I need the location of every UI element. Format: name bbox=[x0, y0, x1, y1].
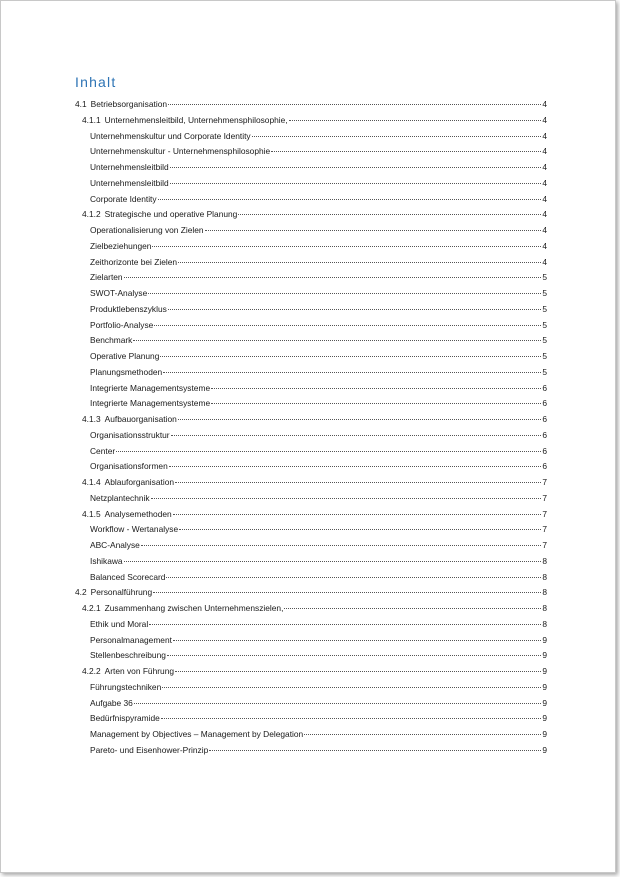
toc-dot-leader bbox=[169, 466, 542, 467]
toc-dot-leader bbox=[205, 230, 542, 231]
toc-page-number: 4 bbox=[542, 130, 547, 141]
toc-dot-leader bbox=[289, 120, 542, 121]
toc-entry-text: Zeithorizonte bei Zielen bbox=[90, 256, 178, 267]
toc-entry[interactable] bbox=[75, 333, 547, 349]
toc-entry-text: Aufbauorganisation bbox=[104, 414, 177, 424]
toc-entry-text: Zusammenhang zwischen Unternehmenszielen, bbox=[104, 603, 284, 613]
toc-entry-text: Führungstechniken bbox=[90, 681, 162, 692]
toc-dot-leader bbox=[163, 372, 541, 373]
toc-page-number: 7 bbox=[542, 477, 547, 487]
toc-page-number: 4 bbox=[542, 114, 547, 125]
toc-page-number: 9 bbox=[542, 697, 547, 708]
toc-entry-text: Arten von Führung bbox=[104, 666, 175, 676]
toc-dot-leader bbox=[152, 246, 541, 247]
toc-dot-leader bbox=[154, 325, 541, 326]
toc-page-number: 8 bbox=[542, 571, 547, 582]
toc-page-number: 4 bbox=[542, 177, 547, 188]
toc-entry[interactable] bbox=[75, 522, 547, 538]
table-of-contents bbox=[75, 97, 547, 759]
toc-entry[interactable] bbox=[75, 711, 547, 727]
toc-page-number: 6 bbox=[542, 382, 547, 393]
toc-dot-leader bbox=[304, 734, 541, 735]
toc-entry[interactable] bbox=[75, 160, 547, 176]
toc-entry[interactable] bbox=[75, 176, 547, 192]
toc-entry[interactable] bbox=[75, 286, 547, 302]
toc-dot-leader bbox=[178, 262, 541, 263]
toc-entry[interactable] bbox=[75, 570, 547, 586]
toc-entry[interactable] bbox=[75, 633, 547, 649]
toc-entry-text: Ethik und Moral bbox=[90, 618, 149, 629]
toc-entry-number: 4.2.1 bbox=[82, 603, 101, 613]
toc-entry[interactable] bbox=[75, 223, 547, 239]
toc-entry-text: Stellenbeschreibung bbox=[90, 650, 166, 661]
toc-entry[interactable] bbox=[75, 270, 547, 286]
toc-entry[interactable] bbox=[75, 381, 547, 397]
toc-page-number: 8 bbox=[542, 618, 547, 629]
toc-entry[interactable] bbox=[75, 696, 547, 712]
toc-entry[interactable] bbox=[75, 680, 547, 696]
toc-page-number: 4 bbox=[542, 146, 547, 157]
toc-entry[interactable] bbox=[75, 129, 547, 145]
toc-page-number: 7 bbox=[542, 524, 547, 535]
toc-entry-number: 4.1.3 bbox=[82, 414, 101, 424]
toc-entry-number: 4.2 bbox=[75, 587, 87, 598]
toc-page-number: 8 bbox=[542, 587, 547, 598]
toc-entry-number: 4.1.2 bbox=[82, 209, 101, 220]
toc-page-number: 9 bbox=[542, 729, 547, 739]
toc-dot-leader bbox=[168, 104, 541, 105]
toc-entry[interactable] bbox=[75, 412, 547, 428]
toc-dot-leader bbox=[153, 592, 541, 593]
toc-dot-leader bbox=[170, 167, 542, 168]
toc-entry-text: Portfolio-Analyse bbox=[90, 319, 154, 330]
toc-page-number: 5 bbox=[542, 272, 547, 283]
toc-entry-text: Strategische und operative Planung bbox=[104, 209, 238, 220]
toc-entry-text: Integrierte Managementsysteme bbox=[90, 382, 211, 393]
toc-dot-leader bbox=[179, 529, 541, 530]
toc-page-number: 6 bbox=[542, 429, 547, 440]
toc-dot-leader bbox=[124, 277, 542, 278]
toc-entry[interactable] bbox=[75, 239, 547, 255]
toc-page-number: 7 bbox=[542, 508, 547, 519]
toc-dot-leader bbox=[141, 545, 542, 546]
toc-entry-text: Personalführung bbox=[90, 587, 153, 598]
toc-dot-leader bbox=[133, 340, 541, 341]
toc-dot-leader bbox=[162, 687, 541, 688]
toc-entry[interactable] bbox=[75, 743, 547, 759]
toc-entry-text: Pareto- und Eisenhower-Prinzip bbox=[90, 744, 209, 755]
toc-entry[interactable] bbox=[75, 318, 547, 334]
toc-entry[interactable] bbox=[75, 192, 547, 208]
toc-entry-text: Netzplantechnik bbox=[90, 492, 150, 503]
toc-page-number: 9 bbox=[542, 634, 547, 645]
toc-entry[interactable] bbox=[75, 113, 547, 129]
toc-page-number: 4 bbox=[542, 256, 547, 267]
toc-page-number: 5 bbox=[542, 335, 547, 346]
toc-entry-text: Unternehmenskultur und Corporate Identity bbox=[90, 130, 251, 141]
toc-dot-leader bbox=[158, 199, 542, 200]
toc-page-number: 9 bbox=[542, 650, 547, 661]
toc-page-number: 9 bbox=[542, 713, 547, 724]
toc-entry-number: 4.2.2 bbox=[82, 666, 101, 676]
toc-entry-text: Unternehmensleitbild bbox=[90, 177, 169, 188]
toc-entry[interactable] bbox=[75, 507, 547, 523]
toc-entry-text: Corporate Identity bbox=[90, 193, 157, 204]
toc-entry[interactable] bbox=[75, 207, 547, 223]
toc-entry[interactable] bbox=[75, 349, 547, 365]
toc-page-number: 4 bbox=[542, 240, 547, 251]
toc-dot-leader bbox=[148, 293, 541, 294]
toc-page-number: 4 bbox=[542, 193, 547, 204]
toc-entry[interactable] bbox=[75, 648, 547, 664]
toc-entry[interactable] bbox=[75, 428, 547, 444]
toc-title: Inhalt bbox=[75, 74, 117, 90]
toc-entry-text: Aufgabe 36 bbox=[90, 697, 133, 708]
toc-entry-text: Betriebsorganisation bbox=[90, 99, 168, 109]
toc-dot-leader bbox=[175, 482, 541, 483]
toc-entry-text: Unternehmensleitbild, Unternehmensphilosophie, bbox=[104, 114, 288, 125]
toc-entry[interactable] bbox=[75, 302, 547, 318]
toc-entry[interactable] bbox=[75, 396, 547, 412]
toc-dot-leader bbox=[238, 214, 541, 215]
toc-entry[interactable] bbox=[75, 491, 547, 507]
toc-entry[interactable] bbox=[75, 144, 547, 160]
toc-dot-leader bbox=[170, 183, 542, 184]
toc-entry-text: Center bbox=[90, 445, 116, 456]
toc-page-number: 9 bbox=[542, 666, 547, 676]
toc-page-number: 8 bbox=[542, 555, 547, 566]
toc-page-number: 4 bbox=[542, 225, 547, 235]
toc-entry-text: Organisationsstruktur bbox=[90, 429, 170, 440]
toc-page-number: 4 bbox=[542, 99, 547, 109]
toc-dot-leader bbox=[284, 608, 541, 609]
toc-dot-leader bbox=[166, 577, 541, 578]
toc-dot-leader bbox=[171, 435, 542, 436]
toc-page-number: 4 bbox=[542, 209, 547, 220]
toc-entry-text: Balanced Scorecard bbox=[90, 571, 166, 582]
toc-dot-leader bbox=[134, 703, 541, 704]
toc-entry-number: 4.1.5 bbox=[82, 508, 101, 519]
toc-dot-leader bbox=[116, 451, 541, 452]
toc-page-number: 6 bbox=[542, 414, 547, 424]
toc-page-number: 6 bbox=[542, 461, 547, 472]
toc-entry[interactable] bbox=[75, 617, 547, 633]
toc-dot-leader bbox=[173, 514, 542, 515]
toc-page-number: 5 bbox=[542, 319, 547, 330]
toc-dot-leader bbox=[173, 640, 541, 641]
toc-entry-text: Unternehmenskultur - Unternehmensphilosophie bbox=[90, 146, 271, 157]
toc-page-number: 4 bbox=[542, 162, 547, 172]
toc-dot-leader bbox=[151, 498, 542, 499]
toc-entry-text: Zielbeziehungen bbox=[90, 240, 152, 251]
toc-page-number: 6 bbox=[542, 398, 547, 409]
toc-dot-leader bbox=[167, 655, 541, 656]
toc-dot-leader bbox=[175, 671, 541, 672]
toc-entry-text: Ablauforganisation bbox=[104, 477, 175, 487]
toc-entry[interactable] bbox=[75, 554, 547, 570]
toc-dot-leader bbox=[211, 388, 541, 389]
toc-entry-text: Personalmanagement bbox=[90, 634, 172, 645]
toc-entry-number: 4.1.1 bbox=[82, 114, 101, 125]
toc-entry-number: 4.1.4 bbox=[82, 477, 101, 487]
toc-entry[interactable] bbox=[75, 255, 547, 271]
toc-entry-text: Benchmark bbox=[90, 335, 133, 346]
toc-entry-text: Bedürfnispyramide bbox=[90, 713, 160, 724]
toc-entry-text: Organisationsformen bbox=[90, 461, 168, 472]
toc-dot-leader bbox=[149, 624, 541, 625]
toc-entry[interactable] bbox=[75, 585, 547, 601]
toc-page-number: 7 bbox=[542, 492, 547, 503]
toc-entry-text: Zielarten bbox=[90, 272, 123, 283]
toc-entry[interactable] bbox=[75, 601, 547, 617]
toc-dot-leader bbox=[209, 750, 541, 751]
toc-entry-text: Unternehmensleitbild bbox=[90, 162, 169, 172]
toc-entry-text: Operationalisierung von Zielen bbox=[90, 225, 204, 235]
toc-dot-leader bbox=[252, 136, 542, 137]
toc-dot-leader bbox=[124, 561, 542, 562]
toc-entry-text: Management by Objectives – Management by Delegation bbox=[90, 729, 304, 739]
toc-entry[interactable] bbox=[75, 459, 547, 475]
toc-page-number: 6 bbox=[542, 445, 547, 456]
toc-dot-leader bbox=[211, 403, 541, 404]
toc-page-number: 7 bbox=[542, 540, 547, 550]
toc-entry[interactable] bbox=[75, 444, 547, 460]
toc-entry-text: Analysemethoden bbox=[104, 508, 172, 519]
toc-entry[interactable] bbox=[75, 538, 547, 554]
toc-page-number: 5 bbox=[542, 288, 547, 298]
toc-entry-text: ABC-Analyse bbox=[90, 540, 140, 550]
toc-entry[interactable] bbox=[75, 727, 547, 743]
toc-entry-text: Integrierte Managementsysteme bbox=[90, 398, 211, 409]
toc-page-number: 9 bbox=[542, 681, 547, 692]
toc-entry-text: SWOT-Analyse bbox=[90, 288, 148, 298]
toc-page-number: 5 bbox=[542, 303, 547, 314]
toc-entry-text: Produktlebenszyklus bbox=[90, 303, 167, 314]
toc-page-number: 5 bbox=[542, 366, 547, 377]
toc-dot-leader bbox=[168, 309, 542, 310]
toc-dot-leader bbox=[160, 356, 541, 357]
toc-entry-text: Planungsmethoden bbox=[90, 366, 163, 377]
toc-page-number: 5 bbox=[542, 351, 547, 361]
toc-dot-leader bbox=[178, 419, 542, 420]
toc-entry-text: Operative Planung bbox=[90, 351, 160, 361]
toc-page-number: 9 bbox=[542, 744, 547, 755]
toc-entry-text: Ishikawa bbox=[90, 555, 123, 566]
toc-entry-text: Workflow - Wertanalyse bbox=[90, 524, 179, 535]
toc-entry[interactable] bbox=[75, 475, 547, 491]
toc-dot-leader bbox=[161, 718, 542, 719]
toc-page-number: 8 bbox=[542, 603, 547, 613]
toc-entry[interactable] bbox=[75, 365, 547, 381]
toc-entry[interactable] bbox=[75, 97, 547, 113]
toc-dot-leader bbox=[271, 151, 541, 152]
toc-entry[interactable] bbox=[75, 664, 547, 680]
toc-entry-number: 4.1 bbox=[75, 99, 87, 109]
